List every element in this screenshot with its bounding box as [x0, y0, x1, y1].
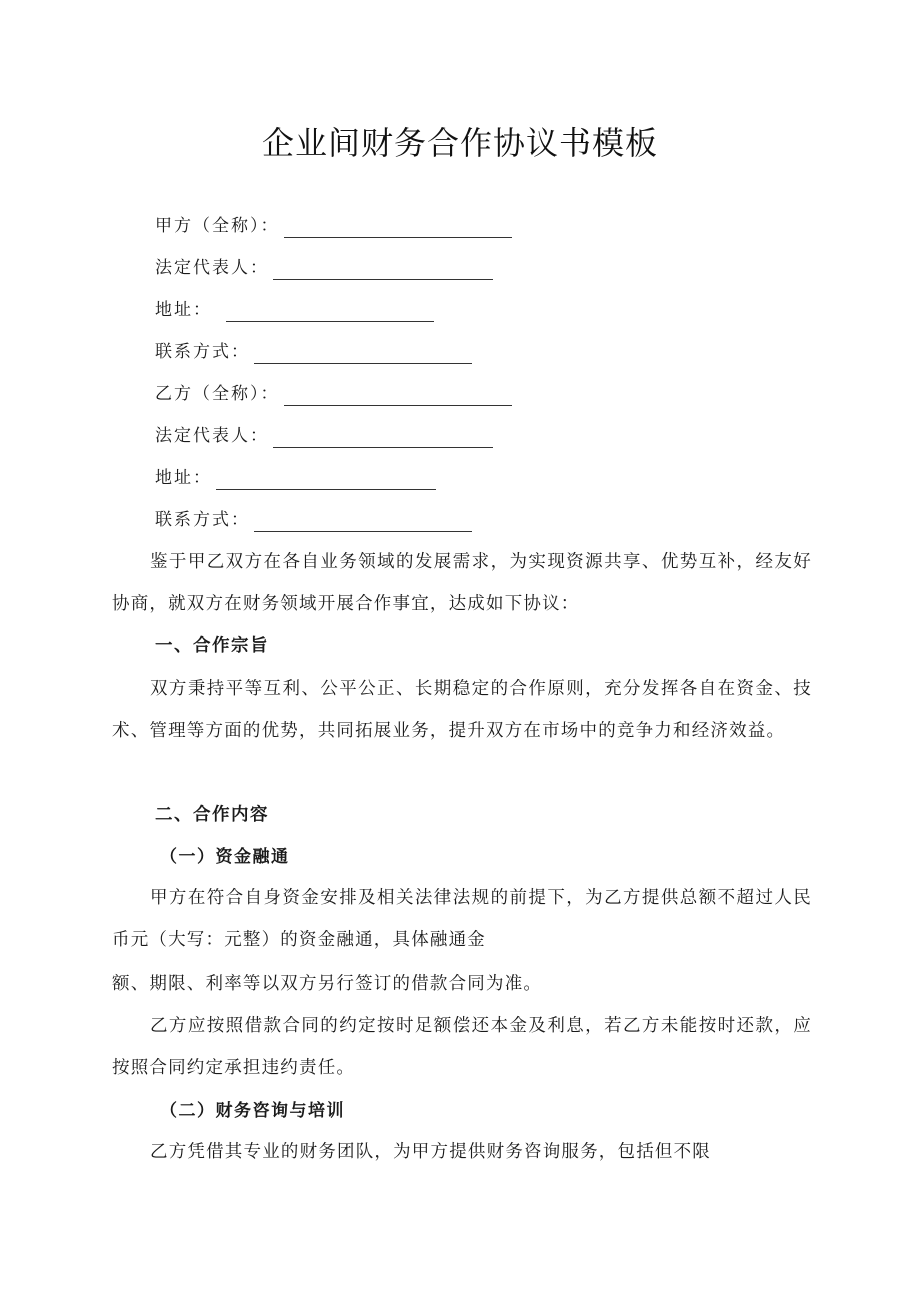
party-a-address-field: [155, 298, 434, 322]
document-title: 企业间财务合作协议书模板: [261, 124, 658, 162]
subsection-2-2-body: 乙方凭借其专业的财务团队，为甲方提供财务咨询服务，包括但不限: [150, 1142, 711, 1162]
party-a-name-field: [155, 214, 512, 238]
party-a-contact-field: [155, 340, 472, 364]
party-b-rep-field: [155, 424, 493, 448]
party-b-address-blank[interactable]: [216, 471, 436, 490]
subsection-2-1-body-line1: 甲方在符合自身资金安排及相关法律法规的前提下，为乙方提供总额不超过人民币元（大写：元整）的资金融通，具体融通金: [112, 888, 812, 950]
party-a-contact-label: 联系方式：: [155, 342, 250, 362]
party-a-name-blank[interactable]: [284, 219, 512, 238]
party-b-name-field: [155, 382, 512, 406]
party-b-contact-field: [155, 508, 472, 532]
party-a-rep-label: 法定代表人：: [155, 258, 269, 278]
party-b-rep-blank[interactable]: [273, 429, 493, 448]
party-a-contact-blank[interactable]: [254, 345, 472, 364]
subsection-2-1-heading: （一）资金融通: [160, 847, 290, 867]
party-b-address-field: [155, 466, 436, 490]
party-a-rep-field: [155, 256, 493, 280]
party-b-address-label: 地址：: [155, 468, 212, 488]
preamble-paragraph: 鉴于甲乙双方在各自业务领域的发展需求，为实现资源共享、优势互补，经友好协商，就双方在财务领域开展合作事宜，达成如下协议：: [112, 552, 812, 614]
party-a-rep-blank[interactable]: [273, 261, 493, 280]
section-1-body: 双方秉持平等互利、公平公正、长期稳定的合作原则，充分发挥各自在资金、技术、管理等方面的优势，共同拓展业务，提升双方在市场中的竞争力和经济效益。: [112, 679, 812, 741]
party-a-address-label: 地址：: [155, 300, 212, 320]
party-b-name-blank[interactable]: [284, 387, 512, 406]
party-b-contact-blank[interactable]: [254, 513, 472, 532]
subsection-2-1-body2: 乙方应按照借款合同的约定按时足额偿还本金及利息，若乙方未能按时还款，应按照合同约定承担违约责任。: [112, 1016, 812, 1078]
party-a-address-blank[interactable]: [226, 303, 434, 322]
subsection-2-1-body-line2: 额、期限、利率等以双方另行签订的借款合同为准。: [112, 974, 543, 994]
subsection-2-2-heading: （二）财务咨询与培训: [160, 1101, 345, 1121]
party-b-name-label: 乙方（全称）：: [155, 384, 280, 404]
section-1-heading: 一、合作宗旨: [155, 636, 269, 656]
party-b-rep-label: 法定代表人：: [155, 426, 269, 446]
party-a-name-label: 甲方（全称）：: [155, 216, 280, 236]
section-2-heading: 二、合作内容: [155, 805, 269, 825]
party-b-contact-label: 联系方式：: [155, 510, 250, 530]
